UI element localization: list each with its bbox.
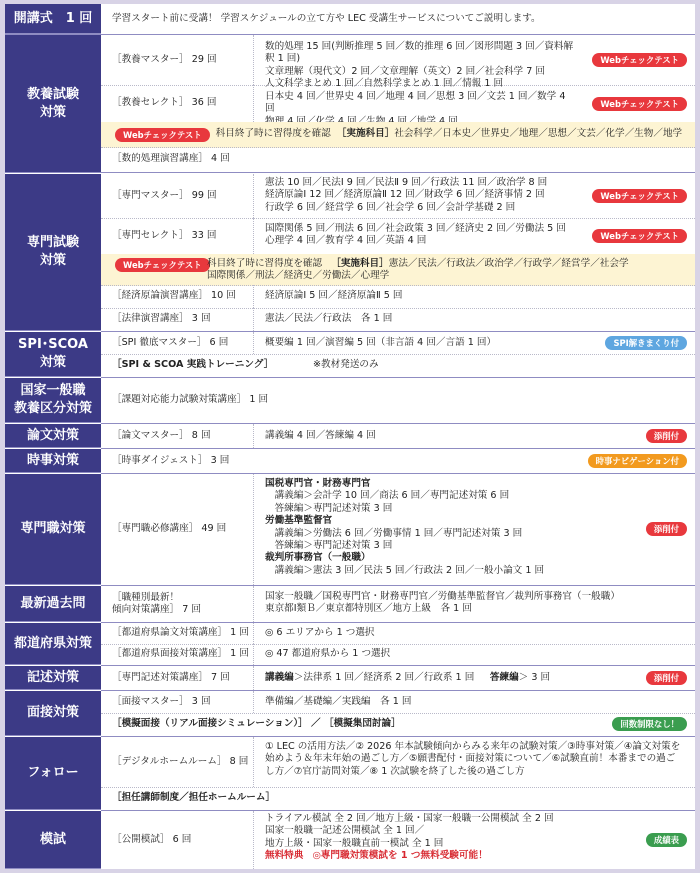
spi-sub-name: ［SPI & SCOA 実践トレーニング］ [112,359,274,371]
senmon-select-row [101,218,695,255]
senmon-web-line [207,258,691,283]
kokka-row [101,378,695,424]
senmon-master-web-badge: Webチェックテスト [592,189,687,203]
follow-sub-row [101,787,695,811]
senmonshoku-line: 国税専門官・財務専門官 [265,478,371,489]
todofuken-row2-desc: ◎ 47 都道府県から 1 つ選択 [265,648,391,660]
kijutsu-badge: 添削付 [646,671,687,685]
senmon-select-name: ［専門セレクト］ 33 回 [104,218,254,254]
kyoyo-master-row [101,35,695,90]
senmon-web-badge-wrap [115,258,216,272]
senmon-web-subjects2: 国際関係／刑法／経済史／労働法／心理学 [207,270,390,282]
kijutsu-row [101,666,695,691]
spi-category: SPI･SCOA 対策 [5,332,101,377]
course-table [5,4,695,869]
mensetsu-main-row [101,691,695,714]
moshi-desc-wrap [257,813,625,863]
follow-category: フォロー [5,737,101,810]
kijutsu-section [5,666,695,690]
senmonshoku-line: 労働基準監督官 [265,515,333,527]
follow-section [5,737,695,810]
senmon-master-row [101,174,695,219]
moshi-special-label: 無料特典 [265,850,304,862]
mensetsu-sub-name: ［模擬面接（リアル面接シミュレーション）］ ／ ［模擬集団討論］ [112,718,401,730]
moshi-row [101,811,695,869]
ronbun-category: 論文対策 [5,424,101,448]
jiji-badge: 時事ナビゲーション付 [588,454,687,468]
spi-section [5,332,695,377]
moshi-desc: トライアル模試 全 2 回／地方上級・国家一般職一公開模試 全 2 回 国家一般職一記述公開模試 全 1 回／ 地方上級・国家一般職直前一模試 全 1 回 [265,813,554,849]
senmon-hougaku-row [101,308,695,332]
senmonshoku-line: 裁判所事務官（一般職） [265,552,371,564]
todofuken-category: 都道府県対策 [5,623,101,665]
ronbun-badge: 添削付 [646,429,687,443]
kakomon-category: 最新過去問 [5,586,101,622]
intro-row [5,4,695,35]
spi-sub-desc: ※教材発送のみ [313,359,379,371]
senmonshoku-name: ［専門職必修講座］ 49 回 [104,474,254,585]
mensetsu-sub-row [101,713,695,737]
senmonshoku-row [101,474,695,586]
kakomon-section [5,586,695,622]
kijutsu-desc-b: ＞ 3 回 [518,671,551,683]
kyoyo-web-badge: Webチェックテスト [115,128,210,142]
follow-sub-name: ［担任講師制度／担任ホームルーム］ [112,792,276,804]
todofuken-row2 [101,644,695,666]
spi-name: ［SPI 徹底マスター］ 6 回 [104,332,254,354]
moshi-special [265,850,617,862]
kokka-name: ［課題対応能力試験対策講座］ 1 回 [112,394,269,406]
kijutsu-name: ［専門記述対策講座］ 7 回 [104,666,254,690]
kyoyo-category: 教養試験 対策 [5,35,101,173]
kijutsu-category: 記述対策 [5,666,101,690]
kyoyo-web-row [101,122,695,148]
kyoyo-suuteki-row [101,147,695,173]
jiji-section [5,449,695,473]
senmon-select-web-badge: Webチェックテスト [592,229,687,243]
senmon-web-text: 科目終了時に習得度を確認 [207,258,323,269]
kyoyo-master-desc: 数的処理 15 回(判断推理 5 回／数的推理 6 回／図形問題 3 回／資料解釈 1 回) 文章理解（現代文）2 回／文章理解（英文）2 回／社会科学 7 回 人文科学まとめ 1 回／自然科学まとめ 1 回／情報 1 回 [265,41,574,90]
kakomon-row [101,586,695,623]
kyoyo-master-web-badge: Webチェックテスト [592,53,687,67]
mensetsu-desc: 準備編／基礎編／実践編 各 1 回 [265,695,412,707]
follow-desc: ① LEC の活用方法／② 2026 年本試験傾向からみる来年の試験対策／③時事対策／④論文対策を始めよう＆年末年始の過ごし方／⑤願書配付・面接対策について／⑥試験直前！本番までの過ごし方／⑦官庁訪問対策／⑧ 1 次試験を終了した後の過ごし方 [265,741,681,777]
senmon-web-subjects: 憲法／民法／行政法／政治学／行政学／経営学／社会学 [388,258,629,269]
senmon-keizai-name: ［経済原論演習講座］ 10 回 [104,285,254,308]
moshi-badge: 成績表 [646,833,687,847]
todofuken-row1-name: ［都道府県論文対策講座］ 1 回 [104,623,254,644]
moshi-section [5,811,695,869]
kakomon-desc: 国家一般職／国税専門官・財務専門官／労働基準監督官／裁判所事務官（一般職） 東京都Ⅰ類Ｂ／東京都特別区／地方上級 各 1 回 [265,591,620,615]
mensetsu-section [5,691,695,736]
kyoyo-select-desc: 日本史 4 回／世界史 4 回／地理 4 回／思想 3 回／文芸 1 回／数学 4 回 [265,91,566,115]
kokka-category: 国家一般職 教養区分対策 [5,378,101,423]
senmonshoku-badge: 添削付 [646,522,687,536]
todofuken-row2-name: ［都道府県面接対策講座］ 1 回 [104,644,254,665]
moshi-special-text: ◎専門職対策模試を 1 つ無料受験可能！ [312,850,488,862]
kijutsu-desc-a: ＞法律系 1 回／経済系 2 回／行政系 1 回 [293,671,484,683]
kyoyo-select-name: ［教養セレクト］ 36 回 [104,85,254,122]
kokka-section [5,378,695,423]
kyoyo-master-name: ［教養マスター］ 29 回 [104,35,254,85]
todofuken-row1-desc: ◎ 6 エリアから 1 つ選択 [265,627,375,639]
kijutsu-desc-b-label: 答練編 [489,671,519,683]
kyoyo-web-subjects: 社会科学／日本史／世界史／地理／思想／文芸／化学／生物／地学 [394,128,683,140]
follow-main-row [101,737,695,788]
follow-name: ［デジタルホームルーム］ 8 回 [104,737,254,787]
senmon-master-name: ［専門マスター］ 99 回 [104,174,254,218]
ronbun-section [5,424,695,448]
todofuken-section [5,623,695,665]
spi-desc: 概要編 1 回／演習編 5 回（非言語 4 回／言語 1 回） [265,336,497,348]
kyoyo-web-line [115,122,691,147]
mensetsu-name: ［面接マスター］ 3 回 [104,691,254,713]
jiji-name: ［時事ダイジェスト］ 3 回 [112,454,230,466]
senmon-hougaku-desc: 憲法／民法／行政法 各 1 回 [265,313,393,325]
senmonshoku-line: 講義編＞会計学 10 回／商法 6 回／専門記述対策 6 回 [265,490,510,502]
jiji-category: 時事対策 [5,449,101,473]
kyoyo-web-subjects-label: ［実施科目］ [336,128,395,140]
senmon-hougaku-name: ［法律演習講座］ 3 回 [104,308,254,331]
moshi-category: 模試 [5,811,101,869]
kakomon-name: ［職種別最新！ 傾向対策講座］ 7 回 [104,586,254,622]
spi-sub-row [101,354,695,378]
kijutsu-desc [257,666,695,690]
senmon-section [5,174,695,331]
senmonshoku-line: 答練編＞専門記述対策 3 回 [265,502,393,514]
kyoyo-web-text: 科目終了時に習得度を確認 [215,128,331,140]
senmon-category: 専門試験 対策 [5,174,101,331]
spi-badge: SPI解きまくり付 [605,336,687,350]
senmonshoku-line: 答練編＞専門記述対策 3 回 [265,540,393,552]
ronbun-name: ［論文マスター］ 8 回 [104,424,254,448]
senmonshoku-section [5,474,695,585]
senmonshoku-line: 講義編＞憲法 3 回／民法 5 回／行政法 2 回／一般小論文 1 回 [265,564,545,576]
senmon-web-row [101,254,695,286]
senmonshoku-line: 講義編＞労働法 6 回／労働事情 1 回／専門記述対策 3 回 [265,527,523,539]
senmonshoku-category: 専門職対策 [5,474,101,585]
mensetsu-category: 面接対策 [5,691,101,736]
senmon-keizai-row [101,285,695,309]
ronbun-desc: 講義編 4 回／答練編 4 回 [265,429,376,441]
kijutsu-desc-a-label: 講義編 [265,671,294,683]
todofuken-row1 [101,623,695,645]
intro-label: 開講式 1 回 [5,4,101,34]
senmon-web-subjects-label: ［実施科目］ [331,258,389,269]
senmon-keizai-desc: 経済原論Ⅰ 5 回／経済原論Ⅱ 5 回 [265,290,403,302]
senmonshoku-desc [257,478,615,577]
mensetsu-badge: 回数制限なし！ [612,717,687,731]
spi-main-row [101,332,695,355]
kyoyo-suuteki: ［数的処理演習講座］ 4 回 [112,153,230,165]
moshi-name: ［公開模試］ 6 回 [104,811,254,869]
kyoyo-select-row [101,85,695,123]
intro-text: 学習スタート前に受講！ 学習スケジュールの立て方や LEC 受講生サービスについてご説明します。 [112,12,541,24]
senmon-web-badge: Webチェックテスト [115,258,210,272]
senmon-master-desc: 憲法 10 回／民法Ⅰ 9 回／民法Ⅱ 9 回／行政法 11 回／政治学 8 回 経済原論Ⅰ 12 回／経済原論Ⅱ 12 回／財政学 6 回／経済事情 2 回 行政学 6 回／経営学 6 回／社会学 6 回／会計学基礎 2 回 [265,177,548,213]
jiji-row [101,449,695,474]
senmon-select-desc: 国際関係 5 回／刑法 6 回／社会政策 3 回／経済史 2 回／労働法 5 回 心理学 4 回／教育学 4 回／英語 4 回 [265,223,566,247]
kyoyo-section [5,35,695,173]
ronbun-row [101,424,695,449]
kyoyo-select-web-badge: Webチェックテスト [592,97,687,111]
